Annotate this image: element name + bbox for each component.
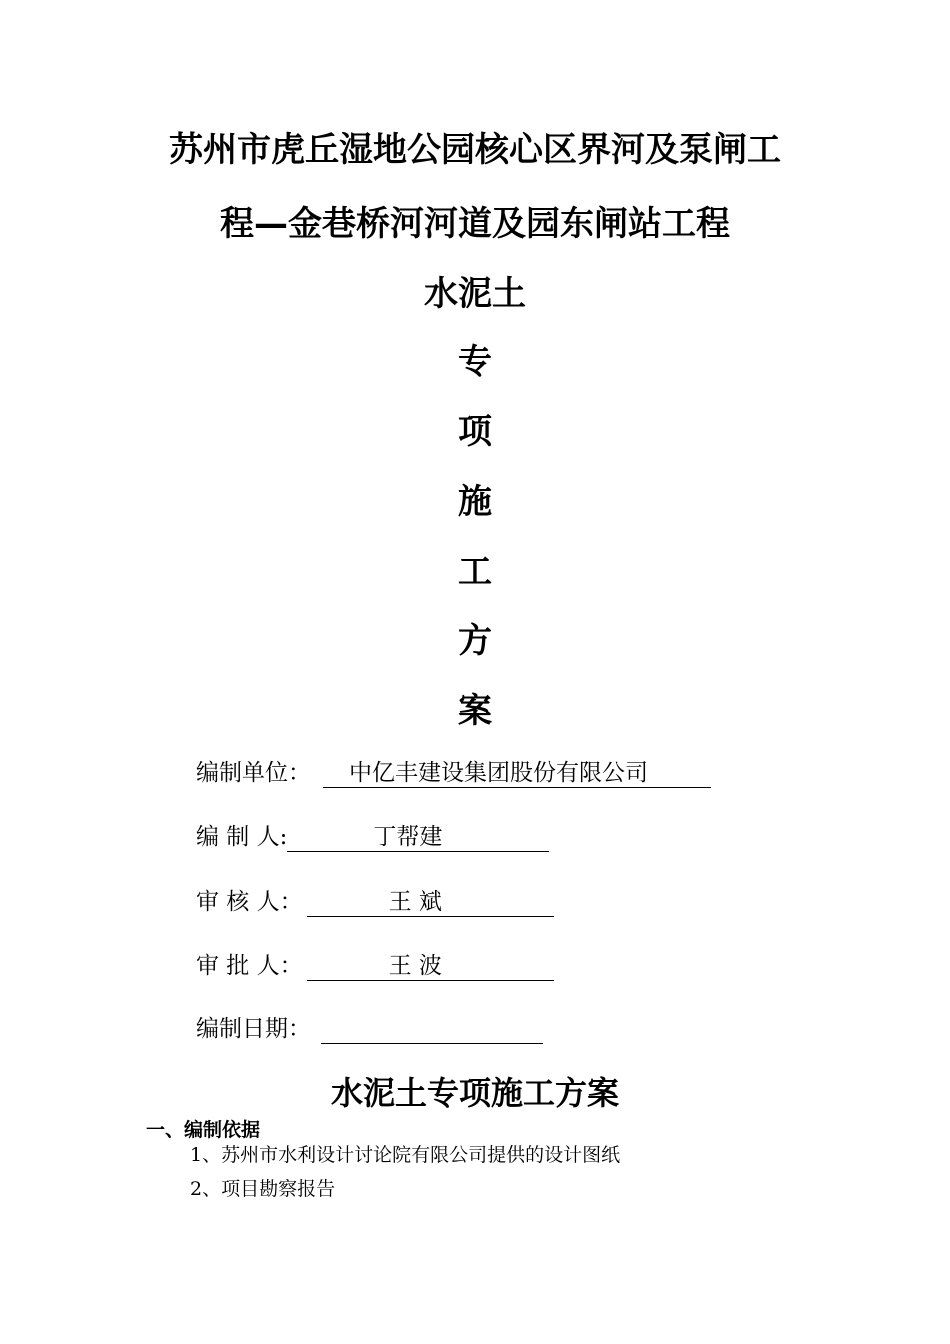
field-approver [196,951,554,981]
section-1-title: 一、编制依据 [146,1119,261,1141]
field-author-value: 丁帮建 [373,824,443,850]
field-reviewer-label: 审 核 人： [196,889,303,915]
field-reviewer-underline [307,888,554,917]
field-unit-underline [323,759,711,788]
field-approver-label: 审 批 人： [196,953,303,979]
field-author-underline [287,823,549,852]
body-heading: 水泥土专项施工方案 [330,1074,619,1112]
field-approver-value: 王 波 [388,953,442,979]
field-author-label: 编 制 人: [196,824,288,850]
field-approver-underline [307,952,554,981]
field-unit-label: 编制单位： [196,760,311,786]
field-date-underline [321,1015,543,1044]
vertical-char: 工 [458,552,492,592]
cover-title-line-1: 苏州市虎丘湿地公园核心区界河及泵闸工 [169,130,781,170]
vertical-char: 专 [458,342,492,382]
vertical-char: 项 [458,412,492,452]
vertical-char: 施 [458,482,492,522]
field-date [196,1014,543,1044]
vertical-char: 方 [458,621,492,661]
vertical-char: 案 [458,691,492,731]
list-item: 2、项目勘察报告 [190,1178,336,1200]
field-reviewer [196,887,554,917]
field-author [196,822,549,852]
field-unit-value: 中亿丰建设集团股份有限公司 [349,760,648,786]
cover-title-line-3: 水泥土 [424,274,526,314]
field-reviewer-value: 王 斌 [388,889,442,915]
list-item: 1、苏州市水利设计讨论院有限公司提供的设计图纸 [190,1144,621,1166]
field-date-label: 编制日期： [196,1016,311,1042]
field-unit [196,758,711,788]
cover-title-line-2: 程—金巷桥河河道及园东闸站工程 [220,204,730,244]
